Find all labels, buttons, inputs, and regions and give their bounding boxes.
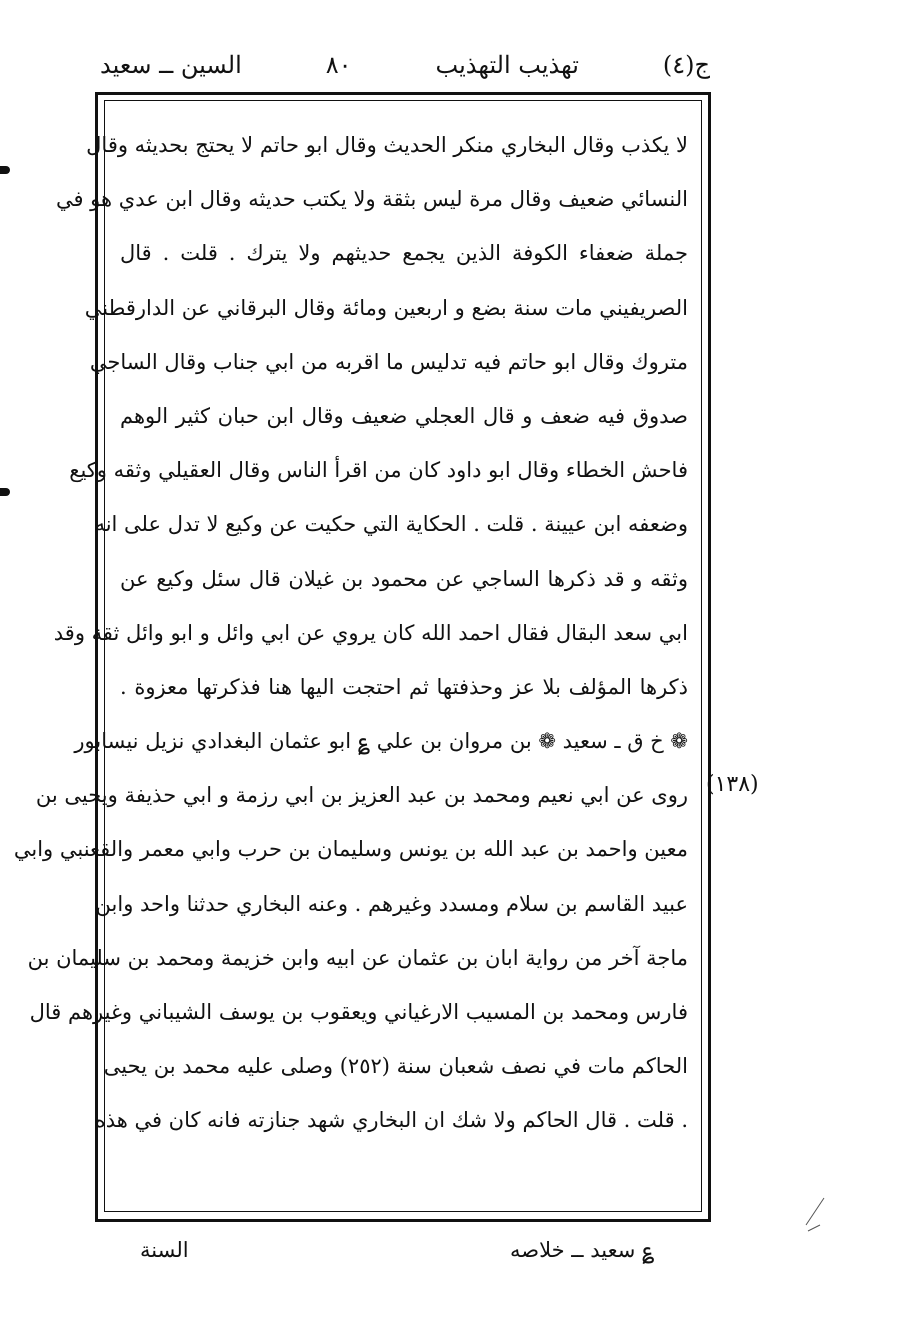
- text-line: . قلت . قال الحاكم ولا شك ان البخاري شهد جنازته فانه كان في هذه: [94, 1108, 688, 1133]
- text-line: وضعفه ابن عيينة . قلت . الحكاية التي حكيت عن وكيع لا تدل على انه: [94, 512, 688, 537]
- binding-mark: [0, 166, 10, 174]
- text-line: فاحش الخطاء وقال ابو داود كان من اقرأ الناس وقال العقيلي وثقه وكيع: [69, 458, 688, 483]
- section-title: السين ــ سعيد: [100, 51, 242, 79]
- text-line: ذكرها المؤلف بلا عز وحذفتها ثم احتجت اليها هنا فذكرتها معزوة .: [120, 674, 688, 699]
- text-line: ابي سعد البقال فقال احمد الله كان يروي عن ابي وائل و ابو وائل ثقة وقد: [53, 620, 688, 645]
- text-line: عبيد القاسم بن سلام ومسدد وغيرهم . وعنه البخاري حدثنا واحد وابن: [95, 891, 688, 916]
- text-line: متروك وقال ابو حاتم فيه تدليس ما اقربه من ابي جناب وقال الساجي: [89, 349, 688, 374]
- text-line: روى عن ابي نعيم ومحمد بن عبد العزيز بن ابي رزمة و ابي حذيفة ويحيى بن: [35, 783, 688, 808]
- text-line: ماجة آخر من رواية ابان بن عثمان عن ابيه وابن خزيمة ومحمد بن سليمان بن: [27, 945, 688, 970]
- entry-heading-line: ❁ خ ق ـ سعيد ❁ بن مروان بن علي ؏ ابو عثمان البغدادي نزيل نيسابور: [74, 729, 688, 754]
- page-number: ٨٠: [325, 51, 352, 79]
- text-line: صدوق فيه ضعف و قال العجلي ضعيف وقال ابن حبان كثير الوهم: [120, 403, 688, 428]
- margin-pen-stroke: [800, 1195, 830, 1235]
- text-line: معين واحمد بن عبد الله بن يونس وسليمان بن حرب وابي معمر والقعنبي وابي: [13, 837, 688, 862]
- book-title: تهذيب التهذيب: [435, 51, 579, 79]
- text-line: الصريفيني مات سنة بضع و اربعين ومائة وقال البرقاني عن الدارقطني: [84, 295, 688, 320]
- footer-catchword: السنة: [140, 1238, 189, 1262]
- main-text-block: [13, 118, 688, 1208]
- text-line: النسائي ضعيف وقال مرة ليس بثقة ولا يكتب حديثه وقال ابن عدي هو في: [55, 187, 688, 212]
- text-line: فارس ومحمد بن المسيب الارغياني ويعقوب بن يوسف الشيباني وغيرهم قال: [29, 1000, 688, 1024]
- entry-number: (١٣٨): [706, 772, 759, 797]
- text-line: لا يكذب وقال البخاري منكر الحديث وقال ابو حاتم لا يحتج بحديثه وقال: [86, 133, 688, 157]
- page-header: [100, 40, 710, 90]
- binding-mark: [0, 488, 10, 496]
- volume-label: ج(٤): [662, 51, 710, 79]
- text-line: وثقه و قد ذكرها الساجي عن محمود بن غيلان قال سئل وكيع عن: [120, 566, 688, 591]
- text-line: الحاكم مات في نصف شعبان سنة (٢٥٢) وصلى عليه محمد بن يحيى: [103, 1054, 688, 1079]
- footer-next-entry: ؏ سعيد ــ خلاصه: [510, 1238, 655, 1262]
- text-line: جملة ضعفاء الكوفة الذين يجمع حديثهم ولا يترك . قلت . قال: [120, 241, 688, 266]
